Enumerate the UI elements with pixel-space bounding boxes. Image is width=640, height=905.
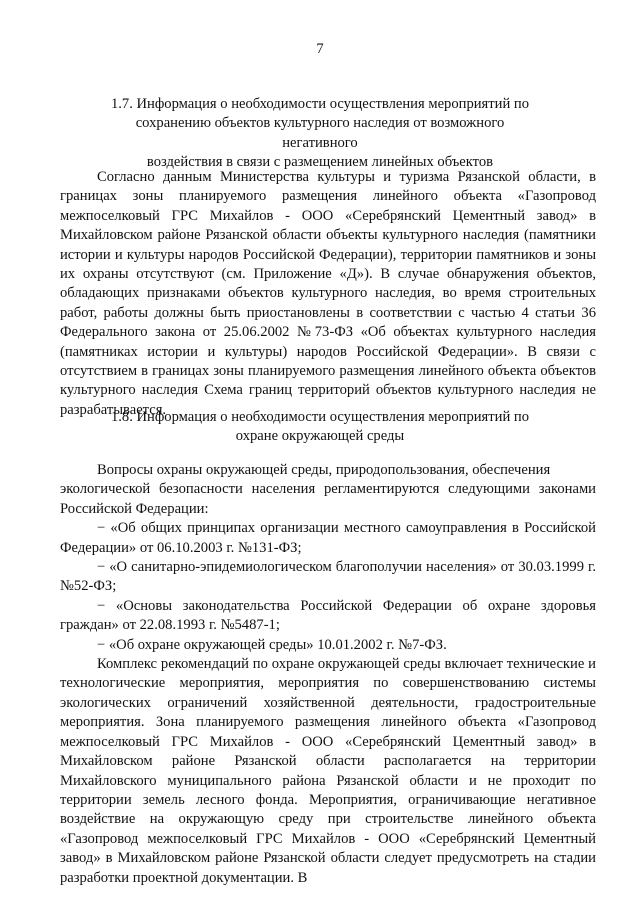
- law-list-item: − «Об общих принципах организации местного самоуправления в Российской Федерации» от 06.10.2003 г. №131-ФЗ;: [60, 520, 596, 556]
- law-list-item: − «О санитарно-эпидемиологическом благополучии населения» от 30.03.1999 г. №52-ФЗ;: [60, 559, 596, 595]
- section-1-8-body: [60, 461, 596, 888]
- intro-continuation: экологической безопасности населения регламентируются следующими законами Российской Федерации:: [60, 481, 596, 517]
- intro-first-line: Вопросы охраны окружающей среды, природопользования, обеспечения: [97, 462, 551, 478]
- section-1-7-body: [60, 168, 596, 420]
- heading-line: охране окружающей среды: [235, 428, 405, 445]
- law-list-item: − «Основы законодательства Российской Федерации об охране здоровья граждан» от 22.08.1993 г. №5487-1;: [60, 597, 596, 634]
- law-list-item: − «Об охране окружающей среды» 10.01.2002 г. №7-ФЗ.: [97, 636, 447, 653]
- closing-paragraph: Комплекс рекомендаций по охране окружающей среды включает технические и технологические мероприятия, мероприятия по совершенствованию системы экологических ограничений хозяйственной деятельности, градостроительные мероприятия. Зона планируемого размещения линейного объекта «Газопровод межпоселковый ГРС Михайлов - ООО «Серебрянский Цементный завод» в Михайловском районе Рязанской области располагается на территории Михайловского муниципального района Рязанской области и не проходит по территории земель лесного фонда. Мероприятия, ограничивающие негативное воздействие на окружающую среду при строительстве линейного объекта «Газопровод межпоселковый ГРС Михайлов - ООО «Серебрянский Цементный завод» в Михайловском районе Рязанской области следует предусмотреть на стадии разработки проектной документации. В: [60, 656, 596, 886]
- heading-line: сохранению объектов культурного наследия от возможного негативного: [135, 115, 505, 151]
- section-1-7-heading: [100, 95, 540, 173]
- heading-line: 1.7. Информация о необходимости осуществления мероприятий по: [110, 96, 530, 112]
- page-number: 7: [316, 41, 324, 57]
- section-1-8-heading: [100, 408, 540, 447]
- section-1-7-paragraph: Согласно данным Министерства культуры и туризма Рязанской области, в границах зоны планируемого размещения линейного объекта «Газопровод межпоселковый ГРС Михайлов - ООО «Серебрянский Цементный завод» в Михайловском районе Рязанской области объекты культурного наследия (памятники истории и культуры народов Российской Федерации), территории памятников и зоны их охраны отсутствуют (см. Приложение «Д»). В случае обнаружения объектов, обладающих признаками объектов культурного наследия, во время строительных работ, работы должны быть приостановлены в соответствии с частью 4 статьи 36 Федерального закона от 25.06.2002 №73-ФЗ «Об объектах культурного наследия (памятниках истории и культуры) народов Российской Федерации». В связи с отсутствием в границах зоны планируемого размещения линейного объекта объектов культурного наследия Схема границ территорий объектов культурного наследия не разрабатывается.: [60, 169, 596, 418]
- heading-line: воздействия в связи с размещением линейных объектов: [146, 154, 494, 171]
- heading-line: 1.8. Информация о необходимости осуществления мероприятий по: [110, 409, 530, 425]
